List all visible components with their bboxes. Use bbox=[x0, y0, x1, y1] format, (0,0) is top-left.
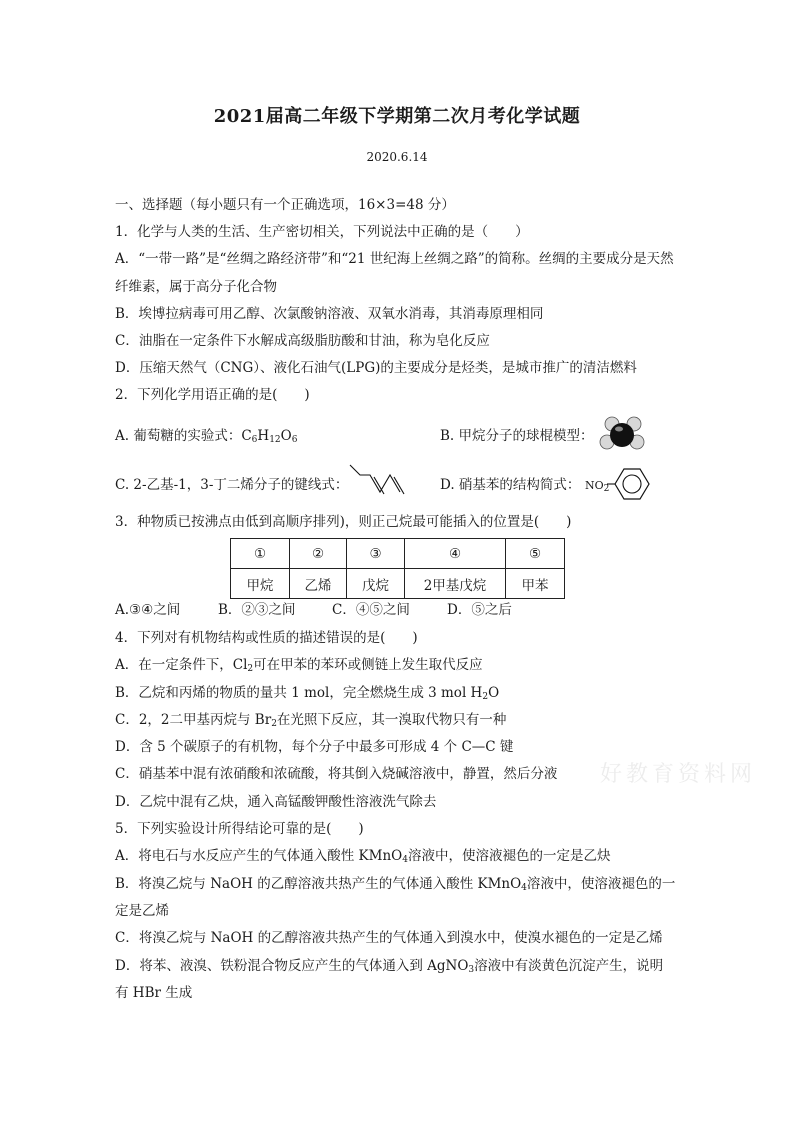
q3-option-d: D．⑤之后 bbox=[447, 602, 512, 618]
table-cell: 戊烷 bbox=[347, 569, 405, 599]
q1-option-a: A．“一带一路”是“丝绸之路经济带”和“21 世纪海上丝绸之路”的简称。丝绸的主要成分是天然 bbox=[115, 251, 674, 267]
table-cell: ⑤ bbox=[506, 539, 565, 569]
table-cell: 乙烯 bbox=[290, 569, 347, 599]
benzene-ring-icon bbox=[607, 467, 657, 501]
section-heading: 一、选择题（每小题只有一个正确选项，16×3=48 分） bbox=[115, 197, 455, 213]
q1-option-b: B．埃博拉病毒可用乙醇、次氯酸钠溶液、双氧水消毒，其消毒原理相同 bbox=[115, 306, 544, 322]
page-title: 2021届高二年级下学期第二次月考化学试题 bbox=[213, 106, 581, 127]
question-4-stem: 4．下列对有机物结构或性质的描述错误的是( ) bbox=[115, 630, 418, 646]
table-cell: ② bbox=[290, 539, 347, 569]
table-cell: 甲苯 bbox=[506, 569, 565, 599]
q5-option-b: B．将溴乙烷与 NaOH 的乙醇溶液共热产生的气体通入酸性 KMnO$_4$溶液中，使溶液褪色的一 bbox=[115, 876, 676, 893]
q1-option-c: C．油脂在一定条件下水解成高级脂肪酸和甘油，称为皂化反应 bbox=[115, 333, 490, 349]
q1-option-d: D．压缩天然气（CNG）、液化石油气(LPG)的主要成分是烃类，是城市推广的清洁燃料 bbox=[115, 360, 637, 376]
ethyl-butadiene-skeletal-icon bbox=[346, 463, 406, 499]
q2-option-d: D. 硝基苯的结构简式： bbox=[440, 477, 581, 493]
q5-option-d-cont: 有 HBr 生成 bbox=[115, 985, 193, 1001]
methane-ball-stick-model-icon bbox=[598, 415, 648, 455]
q5-option-b-cont: 定是乙烯 bbox=[115, 903, 169, 919]
q5-option-d: D．将苯、液溴、铁粉混合物反应产生的气体通入到 AgNO$_3$溶液中有淡黄色沉淀产生，说明 bbox=[115, 958, 664, 975]
table-row bbox=[231, 569, 565, 599]
q1-option-a-cont: 纤维素，属于高分子化合物 bbox=[115, 279, 277, 295]
q5-option-a: A．将电石与水反应产生的气体通入酸性 KMnO$_4$溶液中，使溶液褪色的一定是乙炔 bbox=[115, 848, 611, 865]
q4-option-d: D．含 5 个碳原子的有机物，每个分子中最多可形成 4 个 C—C 键 bbox=[115, 739, 514, 755]
q4-extra-option-d: D．乙烷中混有乙炔，通入高锰酸钾酸性溶液洗气除去 bbox=[115, 794, 437, 810]
q3-option-b: B．②③之间 bbox=[218, 602, 296, 618]
q4-option-c: C．2，2二甲基丙烷与 $Br_2$在光照下反应，其一溴取代物只有一种 bbox=[115, 712, 507, 729]
q3-option-a: A.③④之间 bbox=[115, 602, 181, 618]
table-cell: ① bbox=[231, 539, 290, 569]
q2-option-b: B. 甲烷分子的球棍模型： bbox=[440, 428, 594, 444]
table-row bbox=[231, 539, 565, 569]
table-cell: 甲烷 bbox=[231, 569, 290, 599]
question-5-stem: 5．下列实验设计所得结论可靠的是( ) bbox=[115, 821, 364, 837]
q3-option-c: C．④⑤之间 bbox=[332, 602, 410, 618]
q4-extra-option-c: C．硝基苯中混有浓硝酸和浓硫酸，将其倒入烧碱溶液中，静置，然后分液 bbox=[115, 766, 558, 782]
table-cell: ④ bbox=[405, 539, 506, 569]
watermark: 好教育资料网 bbox=[600, 762, 757, 787]
q5-option-c: C．将溴乙烷与 NaOH 的乙醇溶液共热产生的气体通入到溴水中，使溴水褪色的一定是乙烯 bbox=[115, 930, 663, 946]
question-1-stem: 1．化学与人类的生活、生产密切相关，下列说法中正确的是（ ） bbox=[115, 224, 529, 240]
exam-date: 2020.6.14 bbox=[366, 150, 428, 164]
q4-option-a: A．在一定条件下，$Cl_2$可在甲苯的苯环或侧链上发生取代反应 bbox=[115, 657, 483, 674]
boiling-point-table bbox=[230, 538, 565, 599]
q2-option-a: A. 葡萄糖的实验式：$C_6H_{12}O_6$ bbox=[115, 428, 298, 445]
q2-option-c: C. 2-乙基-1，3-丁二烯分子的键线式： bbox=[115, 477, 349, 493]
question-3-stem: 3．种物质已按沸点由低到高顺序排列)，则正己烷最可能插入的位置是( ) bbox=[115, 514, 572, 530]
table-cell: 2甲基戊烷 bbox=[405, 569, 506, 599]
q4-option-b: B．乙烷和丙烯的物质的量共 1 mol，完全燃烧生成 3 mol $H_2O$ bbox=[115, 685, 500, 702]
table-cell: ③ bbox=[347, 539, 405, 569]
question-2-stem: 2．下列化学用语正确的是( ) bbox=[115, 387, 310, 403]
nitro-group-label: $NO_2$ bbox=[585, 479, 610, 494]
